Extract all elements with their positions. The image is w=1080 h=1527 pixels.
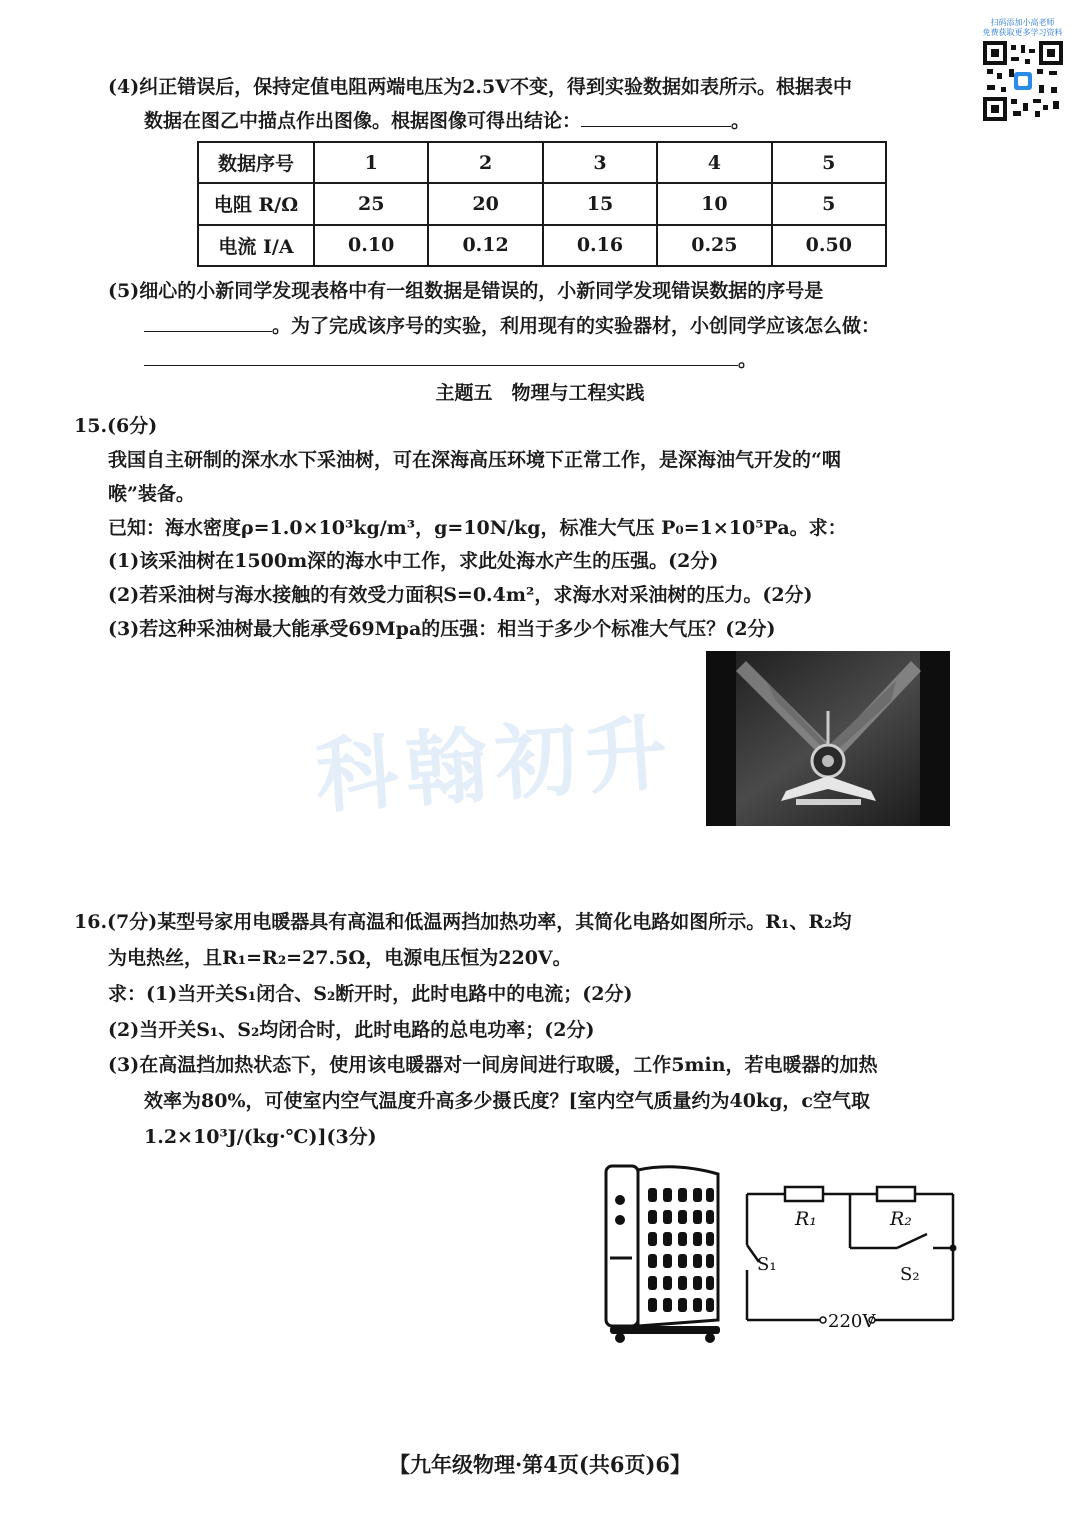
r2-label: R₂ (890, 1208, 912, 1230)
table-cell: 0.16 (543, 225, 657, 266)
q15-line: (1)该采油树在1500m深的海水中工作，求此处海水产生的压强。(2分) (108, 550, 719, 572)
table-cell: 20 (428, 183, 542, 224)
q16-line: 为电热丝，且R₁=R₂=27.5Ω，电源电压恒为220V。 (108, 947, 572, 969)
q15-line: 喉”装备。 (108, 483, 195, 505)
table-header-cell: 3 (543, 142, 657, 183)
qr-code-block (975, 18, 1070, 120)
table-row (198, 225, 886, 266)
s2-label: S₂ (900, 1264, 920, 1285)
watermark-text: 科翰初升 (312, 705, 679, 826)
q14-conclusion-blank[interactable] (581, 108, 731, 127)
table-cell: 0.12 (428, 225, 542, 266)
table-row-label: 电流 I/A (198, 225, 314, 266)
q14-error-index-blank[interactable] (144, 313, 272, 332)
q14-method-blank[interactable] (144, 347, 738, 366)
data-table (197, 141, 887, 267)
table-header-cell: 数据序号 (198, 142, 314, 183)
q14-part4-line2 (144, 108, 750, 134)
qr-code-icon (983, 41, 1063, 121)
table-cell: 15 (543, 183, 657, 224)
page-footer: 【九年级物理·第4页(共6页)6】 (388, 1452, 692, 1477)
q14-part5-line3 (144, 347, 757, 373)
table-row (198, 183, 886, 224)
qr-caption-2: 免费获取更多学习资料 (982, 28, 1063, 37)
resistor-r1-icon (785, 1187, 823, 1201)
q14-part5-line2 (144, 313, 880, 339)
q16-line: 效率为80%，可使室内空气温度升高多少摄氏度？[室内空气质量约为40kg，c空气取 (144, 1090, 870, 1112)
table-cell: 5 (772, 183, 886, 224)
table-header-cell: 1 (314, 142, 428, 183)
section-title: 主题五 物理与工程实践 (435, 382, 645, 404)
table-cell: 25 (314, 183, 428, 224)
table-header-row (198, 142, 886, 183)
q15-number: 15.(6分) (74, 415, 158, 437)
table-cell: 0.50 (772, 225, 886, 266)
q15-line: 我国自主研制的深水水下采油树，可在深海高压环境下正常工作，是深海油气开发的“咽 (108, 449, 841, 471)
table-header-cell: 2 (428, 142, 542, 183)
table-row-label: 电阻 R/Ω (198, 183, 314, 224)
q14-part4-line2-text: 数据在图乙中描点作出图像。根据图像可得出结论： (144, 110, 582, 132)
q16-line: 16.(7分)某型号家用电暖器具有高温和低温两挡加热功率，其简化电路如图所示。R₁、R₂均 (74, 911, 852, 933)
q14-part4-line1: (4)纠正错误后，保持定值电阻两端电压为2.5V不变，得到实验数据如表所示。根据表中 (108, 76, 852, 98)
table-header-cell: 5 (772, 142, 886, 183)
q16-line: (2)当开关S₁、S₂均闭合时，此时电路的总电功率；(2分) (108, 1019, 595, 1041)
resistor-r2-icon (877, 1187, 915, 1201)
source-label: 220V (828, 1311, 876, 1330)
q16-line: 1.2×10³J/(kg·℃)](3分) (144, 1126, 377, 1148)
circuit-diagram (735, 1180, 965, 1330)
q15-line: (3)若这种采油树最大能承受69Mpa的压强：相当于多少个标准大气压？(2分) (108, 618, 776, 640)
qr-caption-1: 扫码添加小高老师 (990, 18, 1055, 27)
q15-line: (2)若采油树与海水接触的有效受力面积S=0.4m²，求海水对采油树的压力。(2分) (108, 584, 813, 606)
q14-part5-line3-end: 。 (738, 349, 758, 371)
q14-part4-line2-end: 。 (731, 110, 751, 132)
q14-part5-line2-text: 。为了完成该序号的实验，利用现有的实验器材，小创同学应该怎么做： (272, 315, 881, 337)
heater-icon (600, 1160, 725, 1345)
subsea-tree-photo (706, 651, 950, 826)
table-cell: 0.10 (314, 225, 428, 266)
q15-line: 已知：海水密度ρ=1.0×10³kg/m³，g=10N/kg，标准大气压 P₀=1×10⁵Pa。求： (108, 517, 847, 539)
q16-line: (3)在高温挡加热状态下，使用该电暖器对一间房间进行取暖，工作5min，若电暖器的加热 (108, 1054, 878, 1076)
table-cell: 0.25 (657, 225, 771, 266)
table-cell: 10 (657, 183, 771, 224)
s1-label: S₁ (757, 1254, 777, 1275)
table-header-cell: 4 (657, 142, 771, 183)
r1-label: R₁ (795, 1208, 817, 1230)
q16-line: 求：(1)当开关S₁闭合、S₂断开时，此时电路中的电流；(2分) (108, 983, 633, 1005)
q14-part5-line1: (5)细心的小新同学发现表格中有一组数据是错误的，小新同学发现错误数据的序号是 (108, 280, 824, 302)
